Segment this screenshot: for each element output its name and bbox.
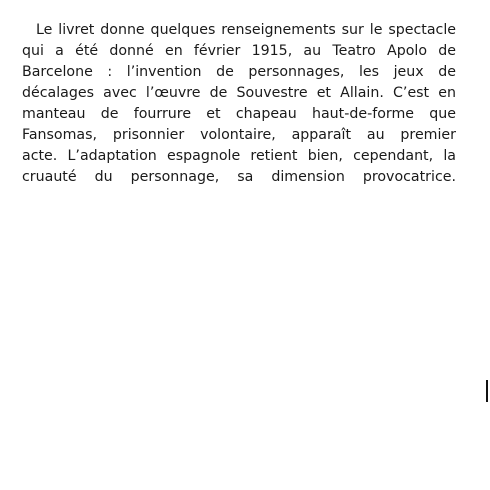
paragraph-line: qui a été donné en février 1915, au Teatro Apolo de [22,43,456,59]
paragraph-line: cruauté du personnage, sa dimension provocatrice. [22,169,456,185]
body-paragraph [22,20,456,188]
paragraph-line: acte. L’adaptation espagnole retient bien, cependant, la [22,148,456,164]
paragraph-line: décalages avec l’œuvre de Souvestre et Allain. C’est en [22,85,456,101]
paragraph-line: Le livret donne quelques renseignements sur le spectacle [36,22,456,38]
paragraph-line: Barcelone : l’invention de personnages, les jeux de [22,64,456,80]
text-cursor-mark [486,380,488,402]
paragraph-line: Fansomas, prisonnier volontaire, apparaît au premier [22,127,456,143]
paragraph-line: manteau de fourrure et chapeau haut-de-forme que [22,106,456,122]
